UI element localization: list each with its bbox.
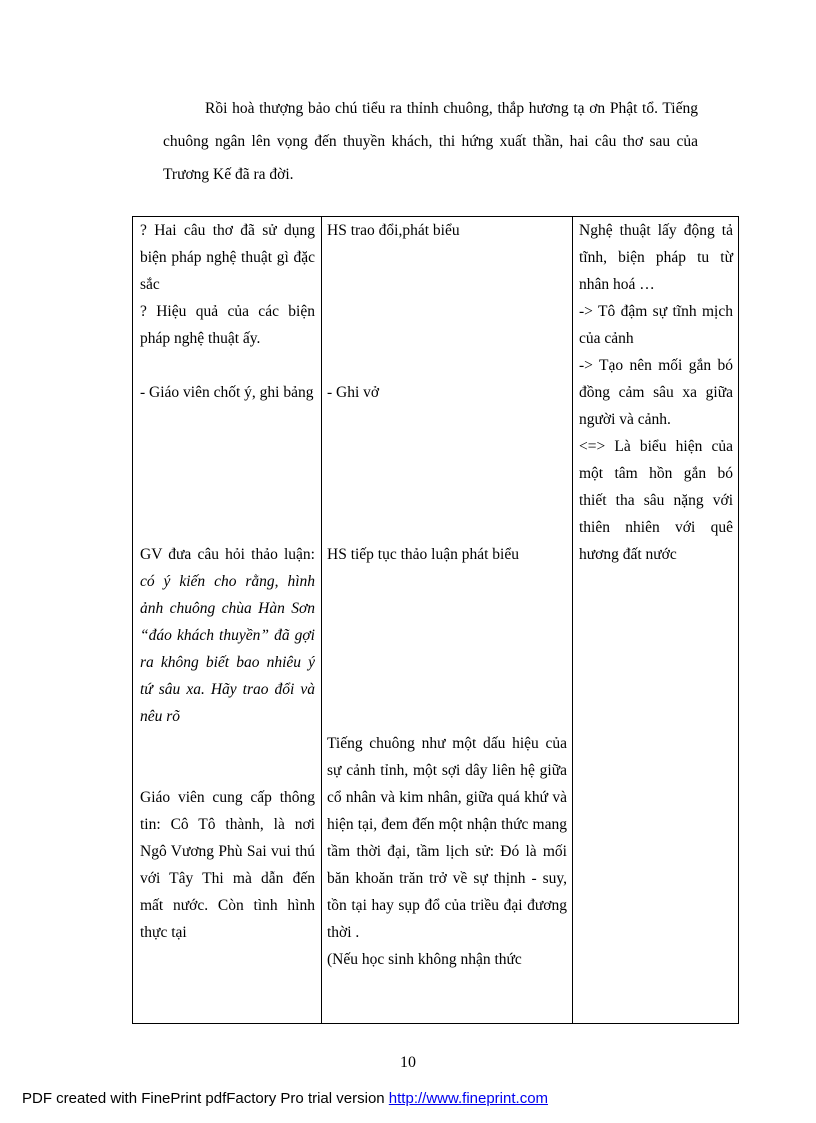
footer-link[interactable]: http://www.fineprint.com <box>388 1090 549 1107</box>
content-note-3: -> Tạo nên mối gắn bó đồng cảm sâu xa giữa người và cảnh. <box>579 357 733 428</box>
teacher-info: Giáo viên cung cấp thông tin: Cô Tô thành, là nơi Ngô Vương Phù Sai vui thú với Tây Thi mà dẫn đến mất nước. Còn tình hình thực tại <box>140 789 315 941</box>
discussion-intro: GV đưa câu hỏi thảo luận: <box>140 546 315 563</box>
table-row <box>133 217 739 1024</box>
question-1: ? Hai câu thơ đã sử dụng biện pháp nghệ thuật gì đặc sắc <box>140 222 315 293</box>
page-number: 10 <box>400 1054 416 1071</box>
student-activity-column <box>322 217 573 1024</box>
question-2: ? Hiệu quả của các biện pháp nghệ thuật ấy. <box>140 303 315 347</box>
expected-answer: Tiếng chuông như một dấu hiệu của sự cảnh tỉnh, một sợi dây liên hệ giữa cổ nhân và kim nhân, giữa quá khứ và hiện tại, đem đến một nhận thức mang tầm thời đại, tầm lịch sử: Đó là mối băn khoăn trăn trở về sự thịnh - suy, tồn tại hay sụp đổ của triều đại đương thời . <box>327 735 567 941</box>
student-note-2: (Nếu học sinh không nhận thức <box>327 951 522 968</box>
student-note: - Ghi vở <box>327 384 380 401</box>
content-column <box>573 217 739 1024</box>
intro-paragraph-block <box>163 92 698 191</box>
student-response-2: HS tiếp tục thảo luận phát biểu <box>327 546 519 563</box>
pdf-footer <box>22 1090 548 1107</box>
content-note-4: <=> Là biểu hiện của một tâm hồn gắn bó thiết tha sâu nặng với thiên nhiên với quê hương đất nước <box>579 438 733 563</box>
teacher-activity-column <box>133 217 322 1024</box>
footer-text: PDF created with FinePrint pdfFactory Pro trial version <box>22 1090 389 1107</box>
discussion-question <box>140 541 315 730</box>
intro-paragraph: Rồi hoà thượng bảo chú tiểu ra thỉnh chuông, thắp hương tạ ơn Phật tổ. Tiếng chuông ngân lên vọng đến thuyền khách, thi hứng xuất thần, hai câu thơ sau của Trương Kế đã ra đời. <box>163 100 698 183</box>
lesson-table <box>132 216 739 1024</box>
content-note-2: -> Tô đậm sự tĩnh mịch của cảnh <box>579 303 733 347</box>
student-response-1: HS trao đổi,phát biểu <box>327 222 460 239</box>
discussion-prompt: có ý kiến cho rằng, hình ảnh chuông chùa Hàn Sơn “đáo khách thuyền” đã gợi ra không biết bao nhiêu ý tứ sâu xa. Hãy trao đổi và nêu rõ <box>140 573 315 725</box>
content-note-1: Nghệ thuật lấy động tả tĩnh, biện pháp tu từ nhân hoá … <box>579 222 733 293</box>
teacher-summary: - Giáo viên chốt ý, ghi bảng <box>140 384 314 401</box>
